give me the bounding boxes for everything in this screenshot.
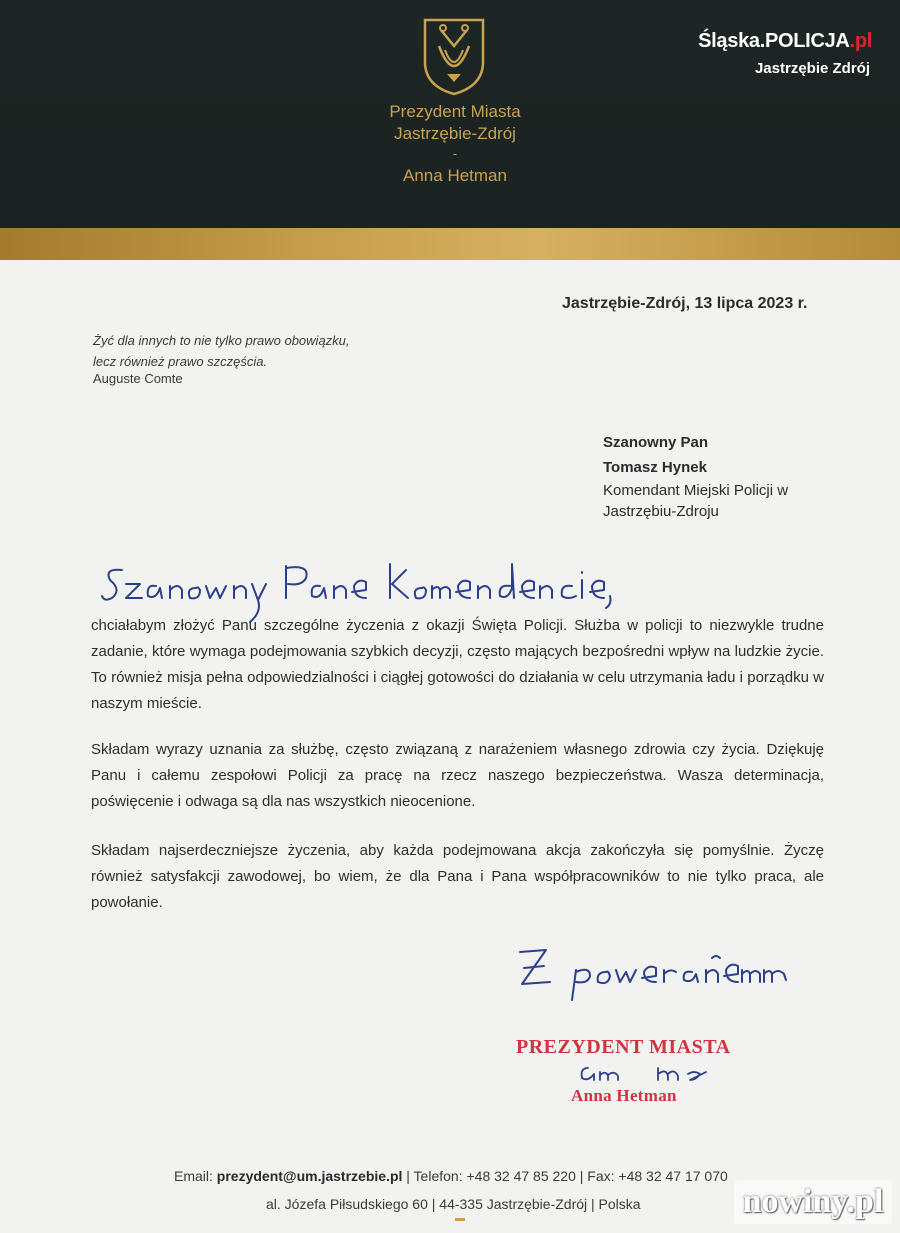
handwritten-closing [516, 944, 806, 1004]
recipient-line-3: Komendant Miejski Policji w [603, 482, 789, 499]
footer-address: al. Józefa Piłsudskiego 60 | 44-335 Jastrzębie-Zdrój | Polska [266, 1196, 641, 1212]
letter-paragraph-1: chciałabym złożyć Panu szczególne życzenia z okazji Święta Policji. Służba w policji to niezwykle trudne zadanie, które wymaga podejmowania szybkich decyzji, często mających bezpośredni wpływ na ludzkie życie. To również misja pełna odpowiedzialności i ciągłej gotowości do działania w celu utrzymania ładu i porządku w naszym mieście. [91, 617, 824, 712]
nowiny-watermark: nowiny.pl [734, 1180, 892, 1224]
footer-contact-line [174, 1168, 728, 1184]
quote-line-1: Żyć dla innych to nie tylko prawo obowiązku, [93, 333, 350, 348]
quote-author: Auguste Comte [93, 371, 183, 386]
footer-email-label: Email: [174, 1168, 213, 1184]
recipient-line-1: Szanowny Pan [603, 434, 709, 451]
city-crest-icon [421, 16, 487, 96]
letter-paragraph-3: Składam najserdeczniejsze życzenia, aby każda podejmowana akcja zakończyła się pomyślnie. Życzę również satysfakcji zawodowej, bo wiem, że dla Pana i Pana współpracowników to nie tylko praca, ale powołanie. [91, 842, 824, 911]
police-brand-suffix: .pl [849, 30, 872, 52]
epigraph-quote [93, 330, 350, 372]
stamp-name: Anna Hetman [571, 1086, 677, 1105]
quote-line-2: lecz również prawo szczęścia. [93, 354, 268, 369]
police-brand-logo [698, 30, 872, 53]
mayor-office-title: Prezydent Miasta [389, 102, 521, 121]
gold-band-divider [0, 228, 900, 260]
footer-phone-fax: | Telefon: +48 32 47 85 220 | Fax: +48 32 47 17 070 [406, 1168, 728, 1184]
mayor-office-city: Jastrzębie-Zdrój [394, 124, 516, 143]
header-separator: - [452, 146, 458, 161]
letter-paragraph-2: Składam wyrazy uznania za służbę, często związaną z narażeniem własnego zdrowia czy życia. Dziękuję Panu i całemu zespołowi Policji za pracę na rzecz naszego bezpieczeństwa. Wasza determinacja, poświęcenie i odwaga są dla nas wszystkich nieocenione. [91, 741, 824, 810]
recipient-line-4: Jastrzębiu-Zdroju [603, 503, 719, 520]
footer-separator [455, 1218, 465, 1221]
stamp-title: PREZYDENT MIASTA [516, 1036, 731, 1058]
letter-date: Jastrzębie-Zdrój, 13 lipca 2023 r. [562, 295, 808, 312]
police-brand-city: Jastrzębie Zdrój [754, 60, 870, 77]
footer-email[interactable]: prezydent@um.jastrzebie.pl [216, 1168, 403, 1184]
police-brand-name: Śląska.POLICJA [698, 30, 850, 52]
letterhead-header [0, 0, 900, 228]
recipient-line-2: Tomasz Hynek [603, 459, 707, 476]
mayor-name: Anna Hetman [403, 166, 507, 185]
signature-scribble [578, 1062, 718, 1086]
